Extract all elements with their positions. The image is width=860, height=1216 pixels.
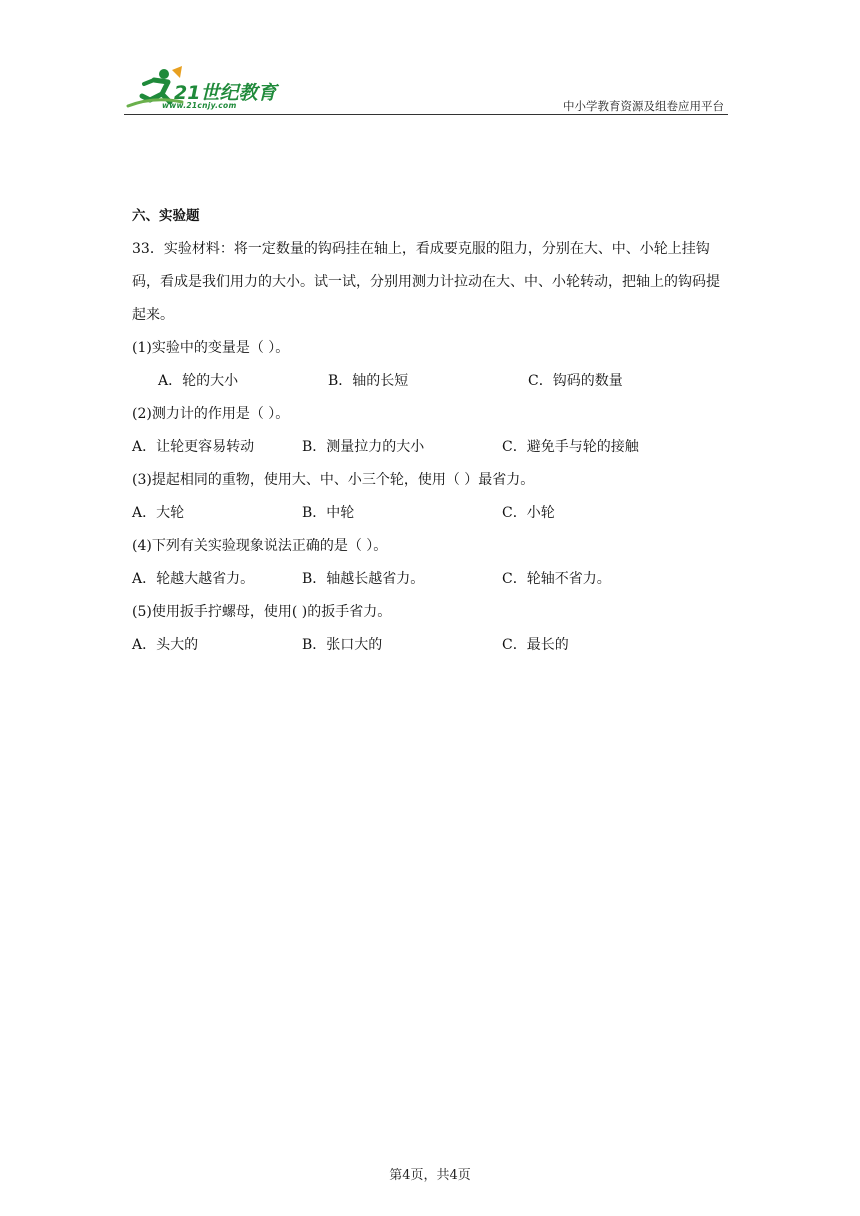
option-b: B．张口大的 <box>302 637 383 653</box>
logo-url: www.21cnjy.com <box>162 101 237 110</box>
option-a: A．轮越大越省力。 <box>132 571 255 587</box>
part-1-options <box>132 365 732 398</box>
logo <box>124 66 314 114</box>
header-divider <box>124 114 728 115</box>
part-2-stem: (2)测力计的作用是（ ）。 <box>132 406 290 422</box>
option-a: A．让轮更容易转动 <box>132 439 255 455</box>
option-a: A．头大的 <box>132 637 199 653</box>
option-c: C．最长的 <box>502 637 569 653</box>
page-footer: 第4页，共4页 <box>389 1168 471 1183</box>
option-b: B．轴越长越省力。 <box>302 571 425 587</box>
question-content <box>132 200 732 662</box>
page-header <box>124 66 728 116</box>
section-title: 六、实验题 <box>132 208 200 224</box>
option-c: C．小轮 <box>502 505 555 521</box>
option-c: C．轮轴不省力。 <box>502 571 611 587</box>
option-c: C．避免手与轮的接触 <box>502 439 639 455</box>
option-b: B．中轮 <box>302 505 355 521</box>
option-b: B．测量拉力的大小 <box>302 439 425 455</box>
part-4-options <box>132 563 732 596</box>
question-intro: 33．实验材料：将一定数量的钩码挂在轴上，看成要克服的阻力，分别在大、中、小轮上挂钩码，看成是我们用力的大小。试一试，分别用测力计拉动在大、中、小轮转动，把轴上的钩码提起来。 <box>132 241 720 323</box>
part-3-options <box>132 497 732 530</box>
option-b: B．轴的长短 <box>328 373 409 389</box>
part-3-stem: (3)提起相同的重物，使用大、中、小三个轮，使用（ ）最省力。 <box>132 472 535 488</box>
part-5-stem: (5)使用扳手拧螺母，使用( )的扳手省力。 <box>132 604 392 620</box>
option-a: A．大轮 <box>132 505 185 521</box>
part-5-options <box>132 629 732 662</box>
option-a: A．轮的大小 <box>158 373 239 389</box>
platform-name: 中小学教育资源及组卷应用平台 <box>563 99 724 113</box>
option-c: C．钩码的数量 <box>528 373 623 389</box>
part-2-options <box>132 431 732 464</box>
part-4-stem: (4)下列有关实验现象说法正确的是（ ）。 <box>132 538 388 554</box>
part-1-stem: (1)实验中的变量是（ ）。 <box>132 340 290 356</box>
logo-text: 21世纪教育 <box>174 82 277 104</box>
